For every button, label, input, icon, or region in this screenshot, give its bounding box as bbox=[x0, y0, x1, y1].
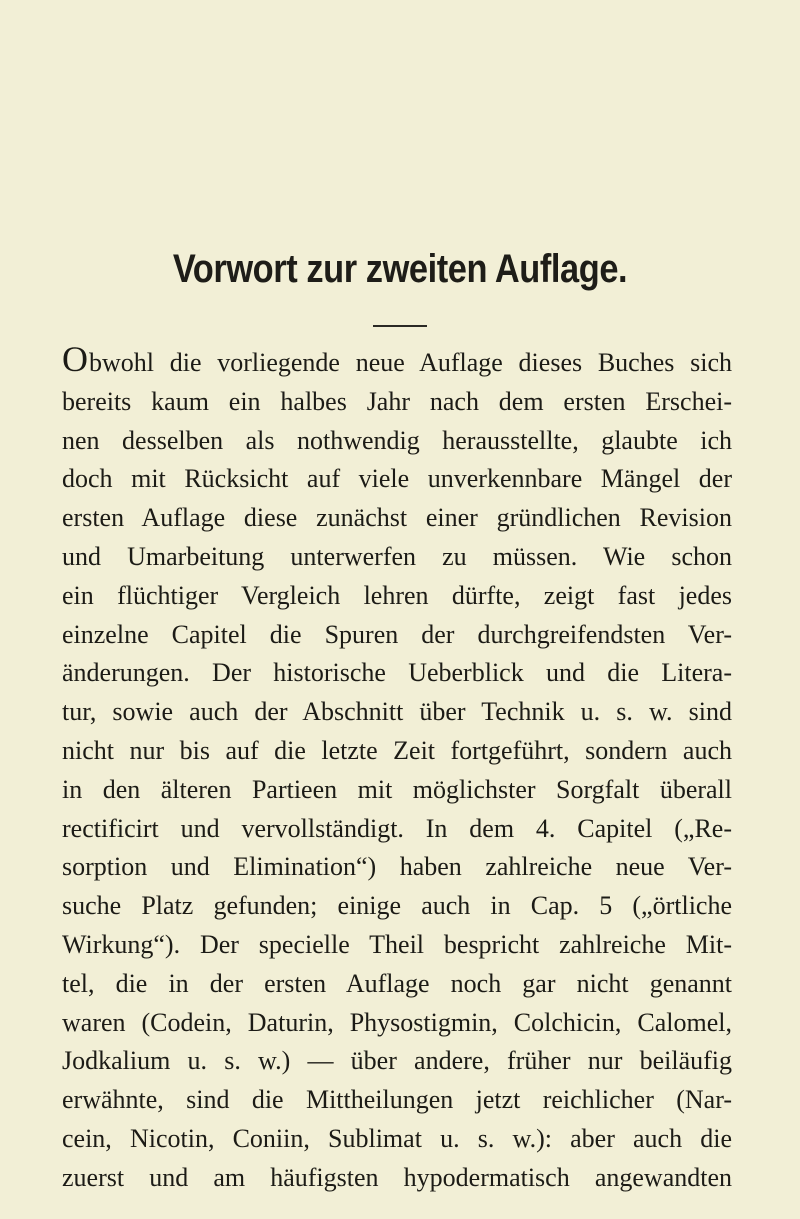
text-lines bbox=[62, 339, 732, 1198]
text-line: erwähnte, sind die Mittheilungen jetzt reichlicher (Nar- bbox=[62, 1085, 732, 1115]
text-line: Wirkung“). Der specielle Theil bespricht zahlreiche Mit- bbox=[62, 929, 732, 959]
text-line: nen desselben als nothwendig herausstellte, glaubte ich bbox=[62, 425, 732, 455]
text-line: Jodkalium u. s. w.) — über andere, früher nur beiläufig bbox=[62, 1046, 732, 1076]
text-line: und Umarbeitung unterwerfen zu müssen. Wie schon bbox=[62, 541, 732, 571]
text-line: rectificirt und vervollständigt. In dem 4. Capitel („Re- bbox=[62, 813, 732, 843]
text-line: nicht nur bis auf die letzte Zeit fortgeführt, sondern auch bbox=[62, 735, 732, 765]
text-line: tel, die in der ersten Auflage noch gar nicht genannt bbox=[62, 968, 732, 998]
text-line: suche Platz gefunden; einige auch in Cap. 5 („örtliche bbox=[62, 891, 732, 921]
text-line: bereits kaum ein halbes Jahr nach dem ersten Erschei- bbox=[62, 386, 732, 416]
text-line: sorption und Elimination“) haben zahlreiche neue Ver- bbox=[62, 852, 732, 882]
text-line: cein, Nicotin, Coniin, Sublimat u. s. w.): aber auch die bbox=[62, 1123, 732, 1153]
text-line-content: bwohl die vorliegende neue Auflage dieses Buches sich bbox=[89, 348, 732, 377]
text-line: ein flüchtiger Vergleich lehren dürfte, zeigt fast jedes bbox=[62, 580, 732, 610]
page-title: Vorwort zur zweiten Auflage. bbox=[172, 247, 628, 291]
text-line: zuerst und am häufigsten hypodermatisch angewandten bbox=[62, 1162, 732, 1192]
title-divider bbox=[373, 325, 427, 327]
preface-text bbox=[62, 339, 732, 1198]
text-line bbox=[62, 339, 732, 383]
text-line: einzelne Capitel die Spuren der durchgreifendsten Ver- bbox=[62, 619, 732, 649]
text-line: ersten Auflage diese zunächst einer gründlichen Revision bbox=[62, 503, 732, 533]
text-line: tur, sowie auch der Abschnitt über Technik u. s. w. sind bbox=[62, 697, 732, 727]
text-line: doch mit Rücksicht auf viele unverkennbare Mängel der bbox=[62, 464, 732, 494]
text-line: waren (Codein, Daturin, Physostigmin, Colchicin, Calomel, bbox=[62, 1007, 732, 1037]
text-line: in den älteren Partieen mit möglichster Sorgfalt überall bbox=[62, 774, 732, 804]
drop-cap: O bbox=[62, 339, 88, 379]
text-line: änderungen. Der historische Ueberblick und die Litera- bbox=[62, 658, 732, 688]
